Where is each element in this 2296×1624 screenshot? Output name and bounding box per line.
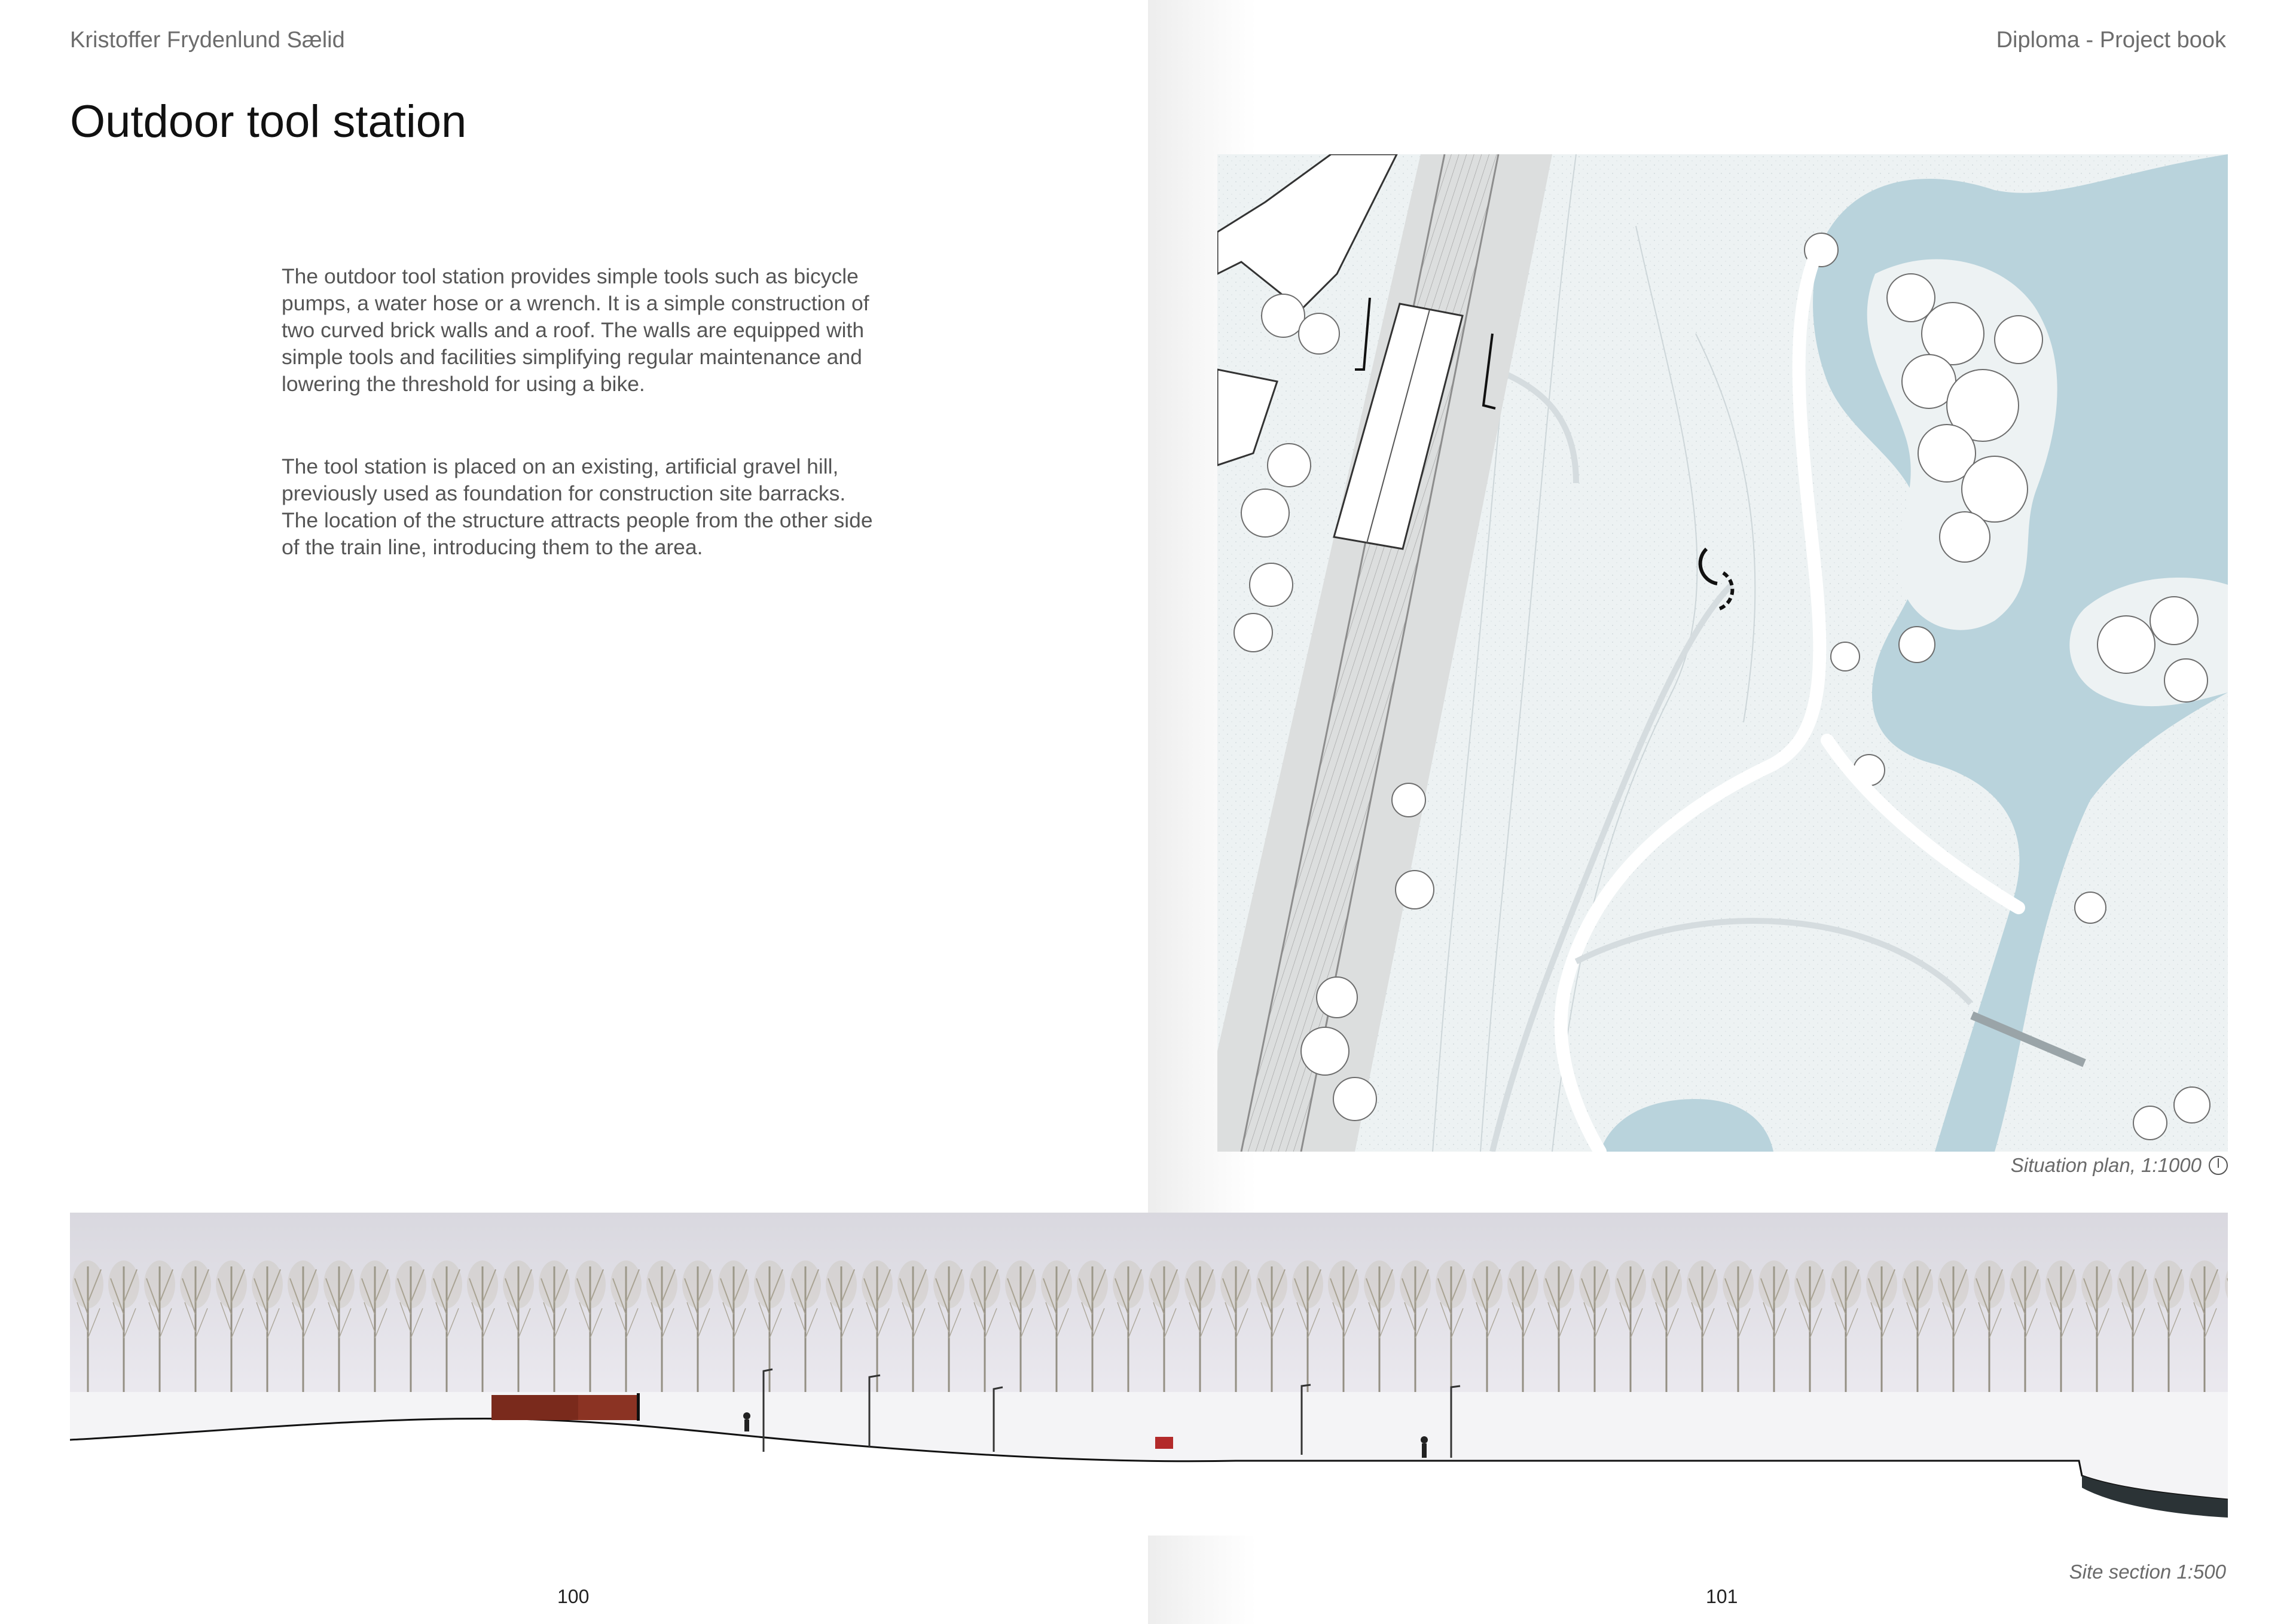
north-arrow-icon xyxy=(2208,1155,2229,1176)
body-paragraph-2: The tool station is placed on an existing, artificial gravel hill, previously used as foundation for construction site barracks. The location of the structure attracts people from the other side of the train line, introducing them to the area. xyxy=(282,454,873,559)
site-section-caption: Site section 1:500 xyxy=(2069,1561,2226,1583)
page-number-right: 101 xyxy=(1706,1586,1738,1607)
author-name: Kristoffer Frydenlund Sælid xyxy=(70,28,345,53)
page-number-left: 100 xyxy=(557,1586,590,1607)
body-paragraph-1: The outdoor tool station provides simple tools such as bicycle pumps, a water hose or a wrench. It is a simple construction of two curved brick walls and a roof. The walls are equipped with simple tools and facilities simplifying regular maintenance and lowering the threshold for using a bike. xyxy=(282,264,869,396)
document-title: Diploma - Project book xyxy=(1996,28,2226,53)
page-title: Outdoor tool station xyxy=(70,96,467,147)
site-section-image xyxy=(70,1213,2228,1536)
situation-plan-caption xyxy=(2011,1154,2229,1177)
situation-plan-image xyxy=(1217,154,2228,1152)
situation-plan-caption-text: Situation plan, 1:1000 xyxy=(2010,1154,2202,1176)
